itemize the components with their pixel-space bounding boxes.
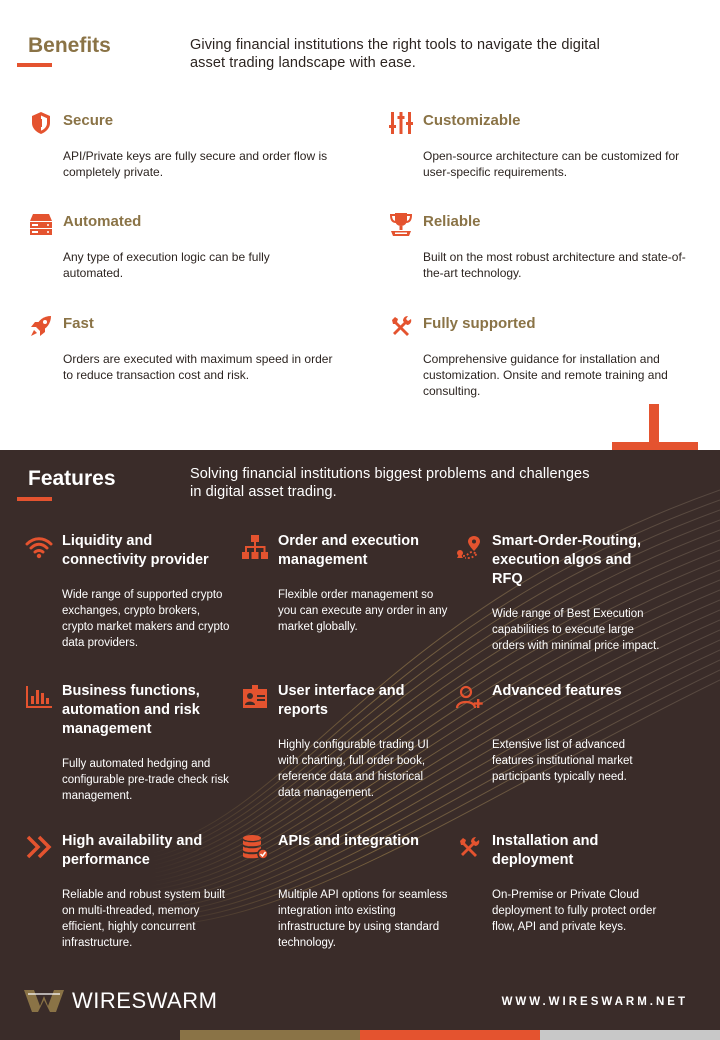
feature-desc: Wide range of supported crypto exchanges, crypto brokers, crypto market makers and crypto data providers. — [62, 589, 230, 649]
logo-mark-icon — [24, 988, 64, 1014]
feature-title: User interface and reports — [278, 683, 405, 718]
benefits-title-underline — [17, 63, 52, 67]
benefit-title: Automated — [63, 213, 142, 230]
feature-desc: Flexible order management so you can execute any order in any market globally. — [278, 589, 448, 633]
benefit-title: Fast — [63, 315, 94, 332]
feature-desc: Fully automated hedging and configurable pre-trade check risk management. — [62, 758, 229, 802]
bar-chart-icon — [25, 684, 53, 710]
org-chart-icon — [241, 534, 269, 560]
benefit-desc: API/Private keys are fully secure and order flow is completely private. — [63, 149, 328, 179]
feature-title: Order and execution management — [278, 533, 420, 568]
benefits-section — [0, 0, 720, 450]
feature-desc: Reliable and robust system built on multi-threaded, memory efficient, highly concurrent infrastructure. — [62, 889, 225, 949]
feature-title: Business functions, automation and risk management — [62, 683, 200, 737]
tools-icon — [455, 834, 483, 860]
trophy-icon — [388, 211, 414, 237]
server-icon — [28, 211, 54, 237]
benefits-title: Benefits — [28, 34, 111, 57]
feature-desc: Wide range of Best Execution capabilities to execute large orders with minimal price impact. — [492, 608, 660, 652]
feature-desc: Extensive list of advanced features institutional market participants typically need. — [492, 739, 633, 783]
brand-logo[interactable] — [24, 988, 217, 1014]
feature-title: High availability and performance — [62, 833, 203, 868]
database-icon — [241, 834, 269, 860]
stripe-gold — [180, 1030, 360, 1040]
benefit-desc: Comprehensive guidance for installation and customization. Onsite and remote training and consulting. — [423, 352, 668, 398]
benefit-title: Customizable — [423, 112, 521, 129]
stripe-grey — [540, 1030, 720, 1040]
benefit-title: Fully supported — [423, 315, 536, 332]
benefit-desc: Built on the most robust architecture and state-of-the-art technology. — [423, 250, 686, 280]
benefit-title: Reliable — [423, 213, 481, 230]
sliders-icon — [388, 110, 414, 136]
feature-desc: Highly configurable trading UI with charting, full order book, reference data and historical data management. — [278, 739, 429, 799]
feature-title: Advanced features — [492, 683, 622, 699]
route-icon — [455, 534, 483, 560]
benefit-title: Secure — [63, 112, 114, 129]
brand-wordmark: WIRESWARM — [72, 988, 218, 1013]
website-link[interactable]: WWW.WIRESWARM.NET — [501, 996, 688, 1008]
wifi-icon — [25, 534, 53, 560]
user-plus-icon — [455, 684, 483, 710]
stripe-orange — [360, 1030, 540, 1040]
double-chevron-icon — [25, 834, 53, 860]
features-intro: Solving financial institutions biggest problems and challenges in digital asset trading. — [190, 466, 590, 500]
benefit-desc: Orders are executed with maximum speed in order to reduce transaction cost and risk. — [63, 352, 333, 382]
feature-title: Installation and deployment — [492, 833, 599, 868]
features-title-underline — [17, 497, 52, 501]
rocket-icon — [28, 313, 54, 339]
benefits-intro: Giving financial institutions the right tools to navigate the digital asset trading landscape with ease. — [190, 37, 600, 71]
features-section — [0, 450, 720, 1040]
benefit-desc: Any type of execution logic can be fully automated. — [63, 250, 270, 280]
benefit-desc: Open-source architecture can be customized for user-specific requirements. — [423, 149, 680, 179]
id-badge-icon — [241, 684, 269, 710]
shield-icon — [28, 110, 54, 136]
features-title: Features — [28, 467, 116, 490]
feature-title: Liquidity and connectivity provider — [62, 533, 209, 568]
feature-title: Smart-Order-Routing, execution algos and RFQ — [492, 533, 642, 587]
tools-icon — [388, 313, 414, 339]
feature-title: APIs and integration — [278, 833, 419, 849]
feature-desc: Multiple API options for seamless integration into existing infrastructure by using standard technology. — [278, 889, 448, 949]
feature-desc: On-Premise or Private Cloud deployment to fully protect order flow, API and private keys. — [492, 889, 657, 933]
